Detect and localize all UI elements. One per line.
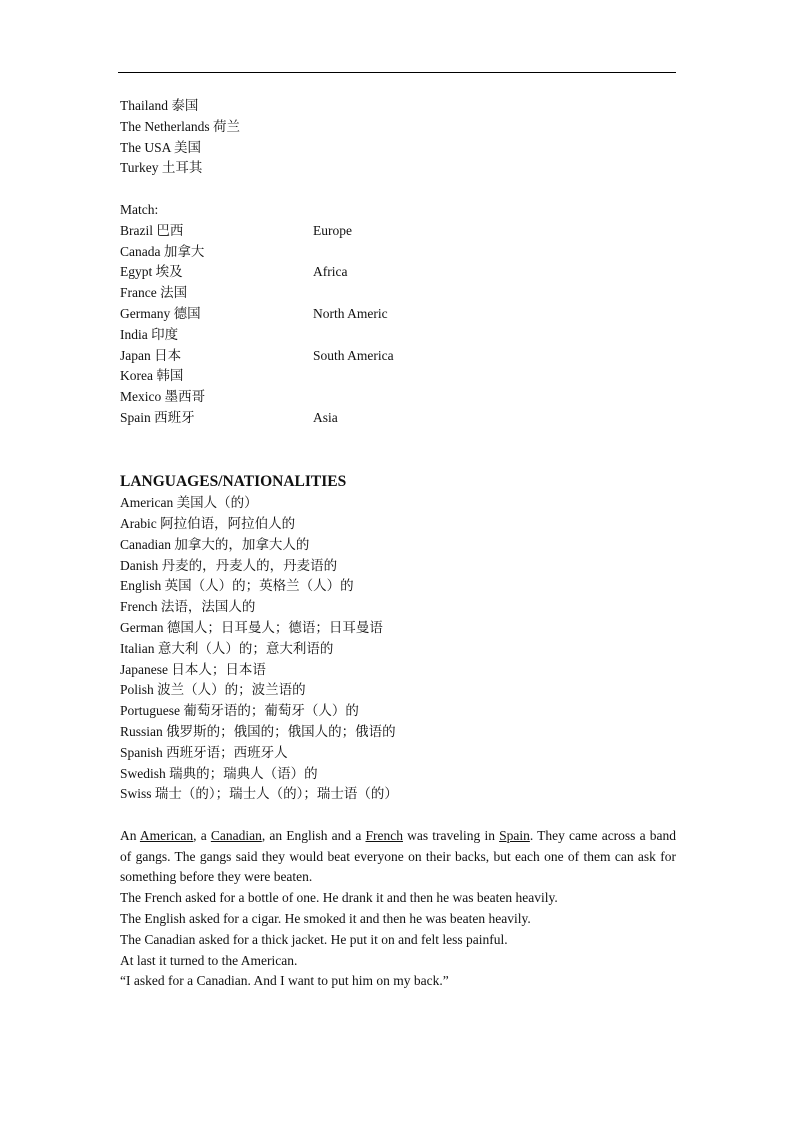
match-continent: Europe xyxy=(313,222,352,238)
language-item: Japanese 日本人；日本语 xyxy=(120,661,266,677)
language-item: French 法语，法国人的 xyxy=(120,599,256,615)
story-line: The French asked for a bottle of one. He drank it and then he was beaten heavily. xyxy=(120,890,558,906)
story-line: The English asked for a cigar. He smoked it and then he was beaten heavily. xyxy=(120,911,531,927)
match-country: Germany 德国 xyxy=(120,305,201,321)
underlined-word: Canadian xyxy=(210,827,262,843)
match-row xyxy=(120,387,676,408)
language-item: Canadian 加拿大的，加拿大人的 xyxy=(120,536,310,552)
language-item: Danish 丹麦的，丹麦人的，丹麦语的 xyxy=(120,557,338,573)
language-item: Arabic 阿拉伯语，阿拉伯人的 xyxy=(120,515,296,531)
language-item: American 美国人（的） xyxy=(120,495,258,511)
match-row xyxy=(120,366,676,387)
language-item: Spanish 西班牙语；西班牙人 xyxy=(120,744,288,760)
match-row xyxy=(120,221,676,242)
header-rule xyxy=(118,72,676,73)
match-exercise xyxy=(120,200,676,429)
language-item: Italian 意大利（人）的；意大利语的 xyxy=(120,640,334,656)
match-country: France 法国 xyxy=(120,285,188,301)
match-country: Egypt 埃及 xyxy=(120,264,183,280)
underlined-word: American xyxy=(139,827,194,843)
language-item: Polish 波兰（人）的；波兰语的 xyxy=(120,682,306,698)
match-country: Spain 西班牙 xyxy=(120,409,195,425)
match-row xyxy=(120,346,676,367)
underlined-word: French xyxy=(365,827,403,843)
language-item: Portuguese 葡萄牙语的；葡萄牙（人）的 xyxy=(120,703,359,719)
story-line: “I asked for a Canadian. And I want to put him on my back.” xyxy=(120,973,449,989)
match-country: Japan 日本 xyxy=(120,347,182,363)
match-row xyxy=(120,325,676,346)
country-list xyxy=(120,96,676,179)
story-line: The Canadian asked for a thick jacket. He put it on and felt less painful. xyxy=(120,931,508,947)
match-row xyxy=(120,408,676,429)
match-country: Mexico 墨西哥 xyxy=(120,389,206,405)
match-country: Canada 加拿大 xyxy=(120,243,205,259)
languages-section xyxy=(120,472,676,805)
match-row xyxy=(120,262,676,283)
language-item: English 英国（人）的；英格兰（人）的 xyxy=(120,578,354,594)
country-item: The USA 美国 xyxy=(120,139,201,155)
country-item: The Netherlands 荷兰 xyxy=(120,118,240,134)
country-item: Turkey 土耳其 xyxy=(120,160,203,176)
story-section xyxy=(120,826,676,992)
match-label: Match: xyxy=(120,201,159,217)
match-continent: North Americ xyxy=(313,305,388,321)
page-content xyxy=(120,96,676,992)
language-item: German 德国人；日耳曼人；德语；日耳曼语 xyxy=(120,619,383,635)
story-line: At last it turned to the American. xyxy=(120,952,298,968)
match-row xyxy=(120,283,676,304)
match-row xyxy=(120,304,676,325)
match-continent: South America xyxy=(313,347,394,363)
match-country: India 印度 xyxy=(120,326,179,342)
country-item: Thailand 泰国 xyxy=(120,98,199,113)
section-heading: LANGUAGES/NATIONALITIES xyxy=(120,473,347,491)
story-paragraph: An American, a Canadian, an English and a French was traveling in Spain. They came across a band of gangs. The gangs said they would beat everyone on their backs, but each one of them can ask for something before they were beaten. xyxy=(120,827,676,885)
language-item: Russian 俄罗斯的；俄国的；俄国人的；俄语的 xyxy=(120,723,396,739)
match-continent: Asia xyxy=(313,409,338,425)
match-row xyxy=(120,242,676,263)
language-item: Swiss 瑞士（的）；瑞士人（的）；瑞士语（的） xyxy=(120,786,398,802)
underlined-word: Spain xyxy=(499,827,530,843)
match-continent: Africa xyxy=(313,264,348,280)
language-item: Swedish 瑞典的；瑞典人（语）的 xyxy=(120,765,318,781)
match-country: Korea 韩国 xyxy=(120,368,184,384)
match-country: Brazil 巴西 xyxy=(120,222,184,238)
